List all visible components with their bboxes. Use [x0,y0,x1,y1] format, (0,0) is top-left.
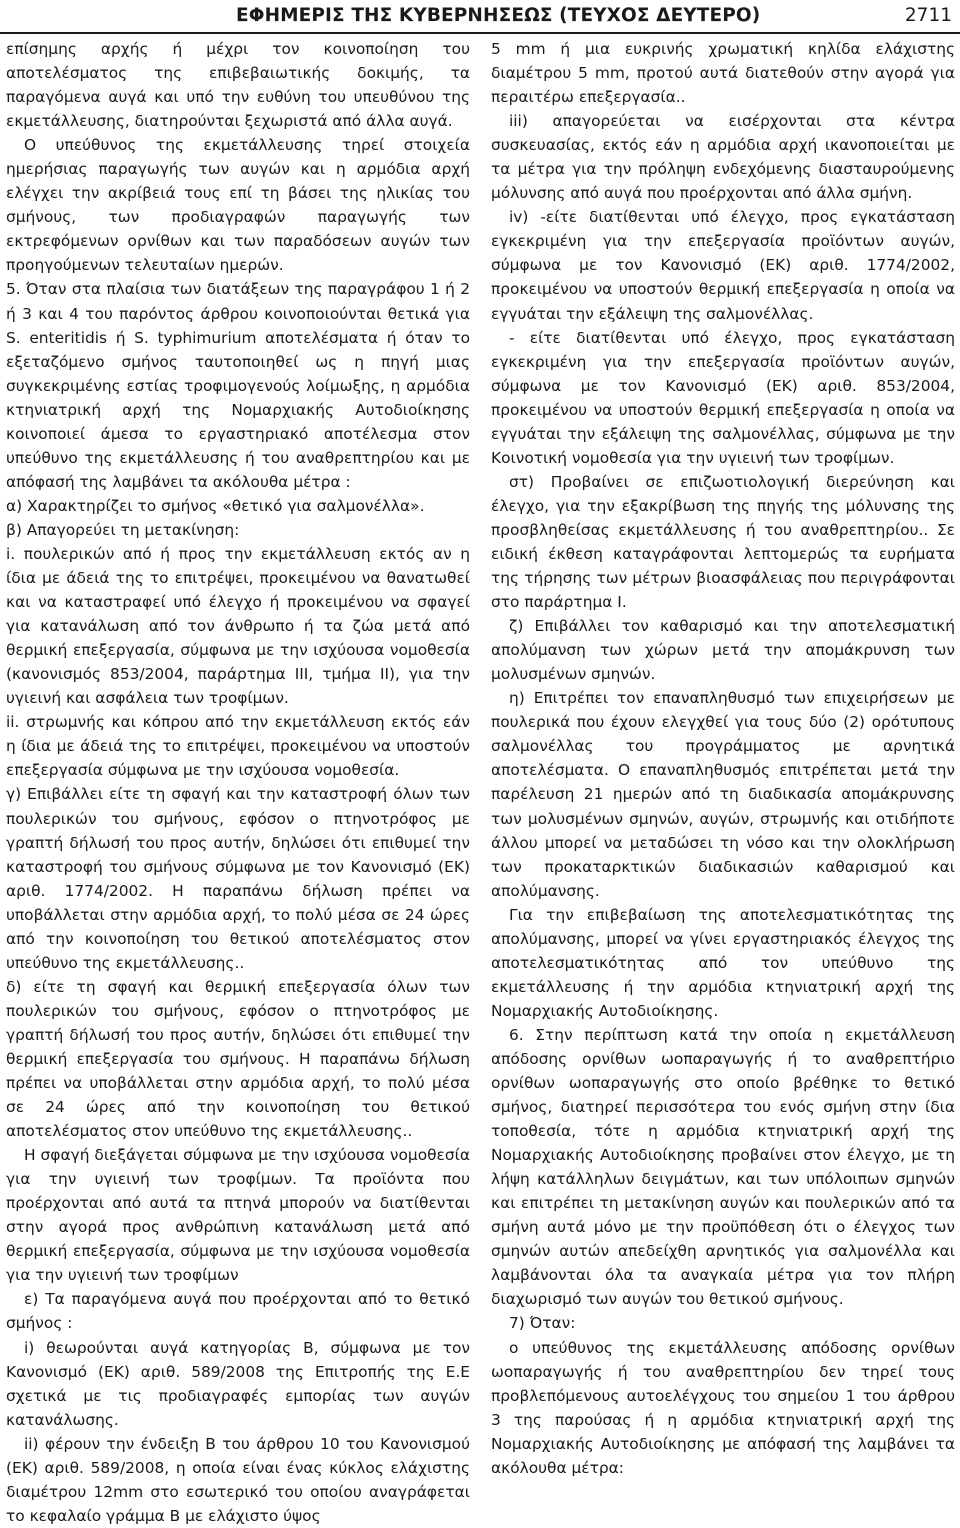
paragraph: 7) Όταν: [509,1314,576,1333]
paragraph: α) Χαρακτηρίζει το σμήνος «θετικό για σαλμονέλλα». [6,496,425,515]
paragraph: ζ) Επιβάλλει τον καθαρισμό και την αποτελεσματική απολύμανση των χώρων μετά την απομάκρυνση των μολυσμένων σμηνών. [491,617,955,684]
left-column [6,37,470,1528]
paragraph: 5. Όταν στα πλαίσια των διατάξεων της παραγράφου 1 ή 2 ή 3 και 4 του παρόντος άρθρου κοινοποιούνται θετικά για S. enteritidis ή S. typhimurium αποτελέσματα ή όταν το εξεταζόμενο σμήνος ταυτοποιηθεί ως η πηγή μιας συγκεκριμένης εστίας τροφιμογενούς λοίμωξης, η αρμόδια κτηνιατρική αρχή της Νομαρχιακής Αυτοδιοίκησης κοινοποιεί άμεσα το εργαστηριακό αποτέλεσμα στον υπεύθυνο της εκμετάλλευσης ή του αναθρεπτηρίου και με απόφασή της λαμβάνει τα ακόλουθα μέτρα : [6,280,470,491]
paragraph: iv) -είτε διατίθενται υπό έλεγχο, προς εγκατάσταση εγκεκριμένη για την επεξεργασία προϊόντων αυγών, σύμφωνα με τον Κανονισμό (ΕΚ) αριθ. 1774/2002, προκειμένου να υποστούν θερμική επεξεργασία η οποία να εγγυάται την εξάλειψη της σαλμονέλλας. [491,208,955,323]
paragraph: i. πουλερικών από ή προς την εκμετάλλευση εκτός αν η ίδια με άδειά της το επιτρέψει, προκειμένου να θανατωθεί και να καταστραφεί υπό έλεγχο ή προκειμένου να σφαγεί για κατανάλωση από τον άνθρωπο ή τα ζώα μετά από θερμική επεξεργασία, σύμφωνα με την ισχύουσα νομοθεσία (κανονισμός 853/2004, παράρτημα ΙΙΙ, τμήμα ΙΙ), για την υγιεινή και ασφάλεια των τροφίμων. [6,544,470,708]
right-column [491,37,955,1480]
paragraph: επίσημης αρχής ή μέχρι τον κοινοποίηση του αποτελέσματος της επιβεβαιωτικής δοκιμής, τα παραγόμενα αυγά και υπό την ευθύνη του υπευθύνου της εκμετάλλευσης, διατηρούνται ξεχωριστά από άλλα αυγά. [6,40,470,131]
paragraph: ii) φέρουν την ένδειξη Β του άρθρου 10 του Κανονισμού (ΕΚ) αριθ. 589/2008, η οποία είναι ένας κύκλος ελάχιστης διαμέτρου 12mm στο εσωτερικό του οποίου αναγράφεται το κεφαλαίο γράμμα Β με ελάχιστο ύψος [6,1434,470,1525]
page-number: 2711 [904,5,952,26]
paragraph: Για την επιβεβαίωση της αποτελεσματικότητας της απολύμανσης, μπορεί να γίνει εργαστηριακός έλεγχος της αποτελεσματικότητας από τον υπεύθυνο της εκμετάλλευσης ή την αρμόδια κτηνιατρική αρχή της Νομαρχιακής Αυτοδιοίκησης. [491,905,955,1020]
running-header [0,0,960,30]
paragraph: Η σφαγή διεξάγεται σύμφωνα με την ισχύουσα νομοθεσία για την υγιεινή των τροφίμων. Τα προϊόντα που προέρχονται από αυτά τα πτηνά μπορούν να διατίθενται στην αγορά προς ανθρώπινη κατανάλωση μετά από θερμική επεξεργασία, σύμφωνα με την ισχύουσα νομοθεσία για την υγιεινή των τροφίμων [6,1146,470,1285]
paragraph: γ) Επιβάλλει είτε τη σφαγή και την καταστροφή όλων των πουλερικών του σμήνους, εφόσον ο πτηνοτρόφος με γραπτή δήλωσή του προς αυτήν, δηλώσει ότι επιθυμεί την καταστροφή του σμήνους σύμφωνα με τον Κανονισμό (ΕΚ) αριθ. 1774/2002. Η παραπάνω δήλωση πρέπει να υποβάλλεται στην αρμόδια αρχή, το πολύ μέσα σε 24 ώρες από την κοινοποίηση του θετικού αποτελέσματος στον υπεύθυνο της εκμετάλλευσης.. [6,785,470,972]
gazette-title: ΕΦΗΜΕΡΙΣ ΤΗΣ ΚΥΒΕΡΝΗΣΕΩΣ (ΤΕΥΧΟΣ ΔΕΥΤΕΡΟ) [236,5,761,26]
paragraph: i) θεωρούνται αυγά κατηγορίας Β, σύμφωνα με τον Κανονισμό (ΕΚ) αριθ. 589/2008 της Επιτροπής της Ε.Ε σχετικά με τις προδιαγραφές εμπορίας των αυγών κατανάλωσης. [6,1338,470,1429]
paragraph: iii) απαγορεύεται να εισέρχονται στα κέντρα συσκευασίας, εκτός εάν η αρμόδια αρχή ικανοποιείται με τα μέτρα για την πρόληψη ενδεχόμενης διασταυρούμενης μόλυνσης από αυγά που προέρχονται από άλλα σμήνη. [491,112,955,203]
paragraph: ο υπεύθυνος της εκμετάλλευσης απόδοσης ορνίθων ωοπαραγωγής ή του αναθρεπτηρίου δεν τηρεί τους προβλεπόμενους αυτοελέγχους του σημείου 1 του άρθρου 3 της παρούσας ή η αρμόδια κτηνιατρική αρχή της Νομαρχιακής Αυτοδιοίκησης με απόφασή της λαμβάνει τα ακόλουθα μέτρα: [491,1338,955,1477]
paragraph: 5 mm ή μια ευκρινής χρωματική κηλίδα ελάχιστης διαμέτρου 5 mm, προτού αυτά διατεθούν στην αγορά για περαιτέρω επεξεργασία.. [491,40,955,107]
paragraph: δ) είτε τη σφαγή και θερμική επεξεργασία όλων των πουλερικών του σμήνους, εφόσον ο πτηνοτρόφος με γραπτή δήλωσή του προς αυτήν, δηλώσει ότι επιθυμεί την θερμική επεξεργασία του σμήνους. Η παραπάνω δήλωση πρέπει να υποβάλλεται στην αρμόδια αρχή, το πολύ μέσα σε 24 ώρες από την κοινοποίηση του θετικού αποτελέσματος στον υπεύθυνο της εκμετάλλευσης.. [6,977,470,1141]
header-rule [0,32,960,34]
paragraph: Ο υπεύθυνος της εκμετάλλευσης τηρεί στοιχεία ημερήσιας παραγωγής των αυγών και η αρμόδια αρχή ελέγχει την ακρίβειά τους επί τη βάσει της ηλικίας του σμήνους, των προδιαγραφών παραγωγής των εκτρεφόμενων ορνίθων και των παραδόσεων αυγών των προηγούμενων τελευταίων ημερών. [6,136,470,275]
paragraph: ε) Τα παραγόμενα αυγά που προέρχονται από το θετικό σμήνος : [6,1290,470,1333]
paragraph: η) Επιτρέπει τον επαναπληθυσμό των επιχειρήσεων με πουλερικά που έχουν ελεγχθεί για τους δύο (2) ορότυπους σαλμονέλλας του προγράμματος με αρνητικά αποτελέσματα. Ο επαναπληθυσμός επιτρέπεται μετά την παρέλευση 21 ημερών από τη διαδικασία απομάκρυνσης των μολυσμένων σμηνών, αυγών, στρωμνής και οτιδήποτε άλλου μπορεί να μεταδώσει τη νόσο και την ολοκλήρωση των προκαταρκτικών διαδικασιών καθαρισμού και απολύμανσης. [491,689,955,900]
paragraph: - είτε διατίθενται υπό έλεγχο, προς εγκατάσταση εγκεκριμένη για την επεξεργασία προϊόντων αυγών, σύμφωνα με τον Κανονισμό (ΕΚ) αριθ. 853/2004, προκειμένου να υποστούν θερμική επεξεργασία η οποία να εγγυάται την εξάλειψη της σαλμονέλλας, σύμφωνα με την Κοινοτική νομοθεσία για την υγιεινή των τροφίμων. [491,328,955,467]
paragraph: στ) Προβαίνει σε επιζωοτιολογική διερεύνηση και έλεγχο, για την εξακρίβωση της πηγής της μόλυνσης της προσβληθείσας εκμετάλλευσης ή του αναθρεπτηρίου.. Σε ειδική έκθεση καταγράφονται λεπτομερώς τα ευρήματα της τήρησης των μέτρων βιοασφάλειας που περιγράφονται στο παράρτημα Ι. [491,472,955,612]
paragraph: β) Απαγορεύει τη μετακίνηση: [6,520,240,539]
paragraph: ii. στρωμνής και κόπρου από την εκμετάλλευση εκτός εάν η ίδια με άδειά της το επιτρέψει, προκειμένου να υποστούν επεξεργασία σύμφωνα με την ισχύουσα νομοθεσία. [6,713,470,780]
paragraph: 6. Στην περίπτωση κατά την οποία η εκμετάλλευση απόδοσης ορνίθων ωοπαραγωγής ή το αναθρεπτήριο ορνίθων ωοπαραγωγής στο οποίο βρέθηκε το θετικό σμήνος, διατηρεί περισσότερα του ενός σμήνη στην ίδια τοποθεσία, τότε η αρμόδια κτηνιατρική αρχή της Νομαρχιακής Αυτοδιοίκησης προβαίνει στον έλεγχο, με τη λήψη κατάλληλων δειγμάτων, και των υπόλοιπων σμηνών και επιτρέπει τη μετακίνηση αυγών και πουλερικών από τα σμήνη αυτά μόνο με την προϋπόθεση ότι ο έλεγχος των σμηνών αυτών απεδείχθη αρνητικός για σαλμονέλλα και λαμβάνονται όλα τα αναγκαία μέτρα για τον πλήρη διαχωρισμό των αυγών του θετικού σμήνους. [491,1025,955,1309]
